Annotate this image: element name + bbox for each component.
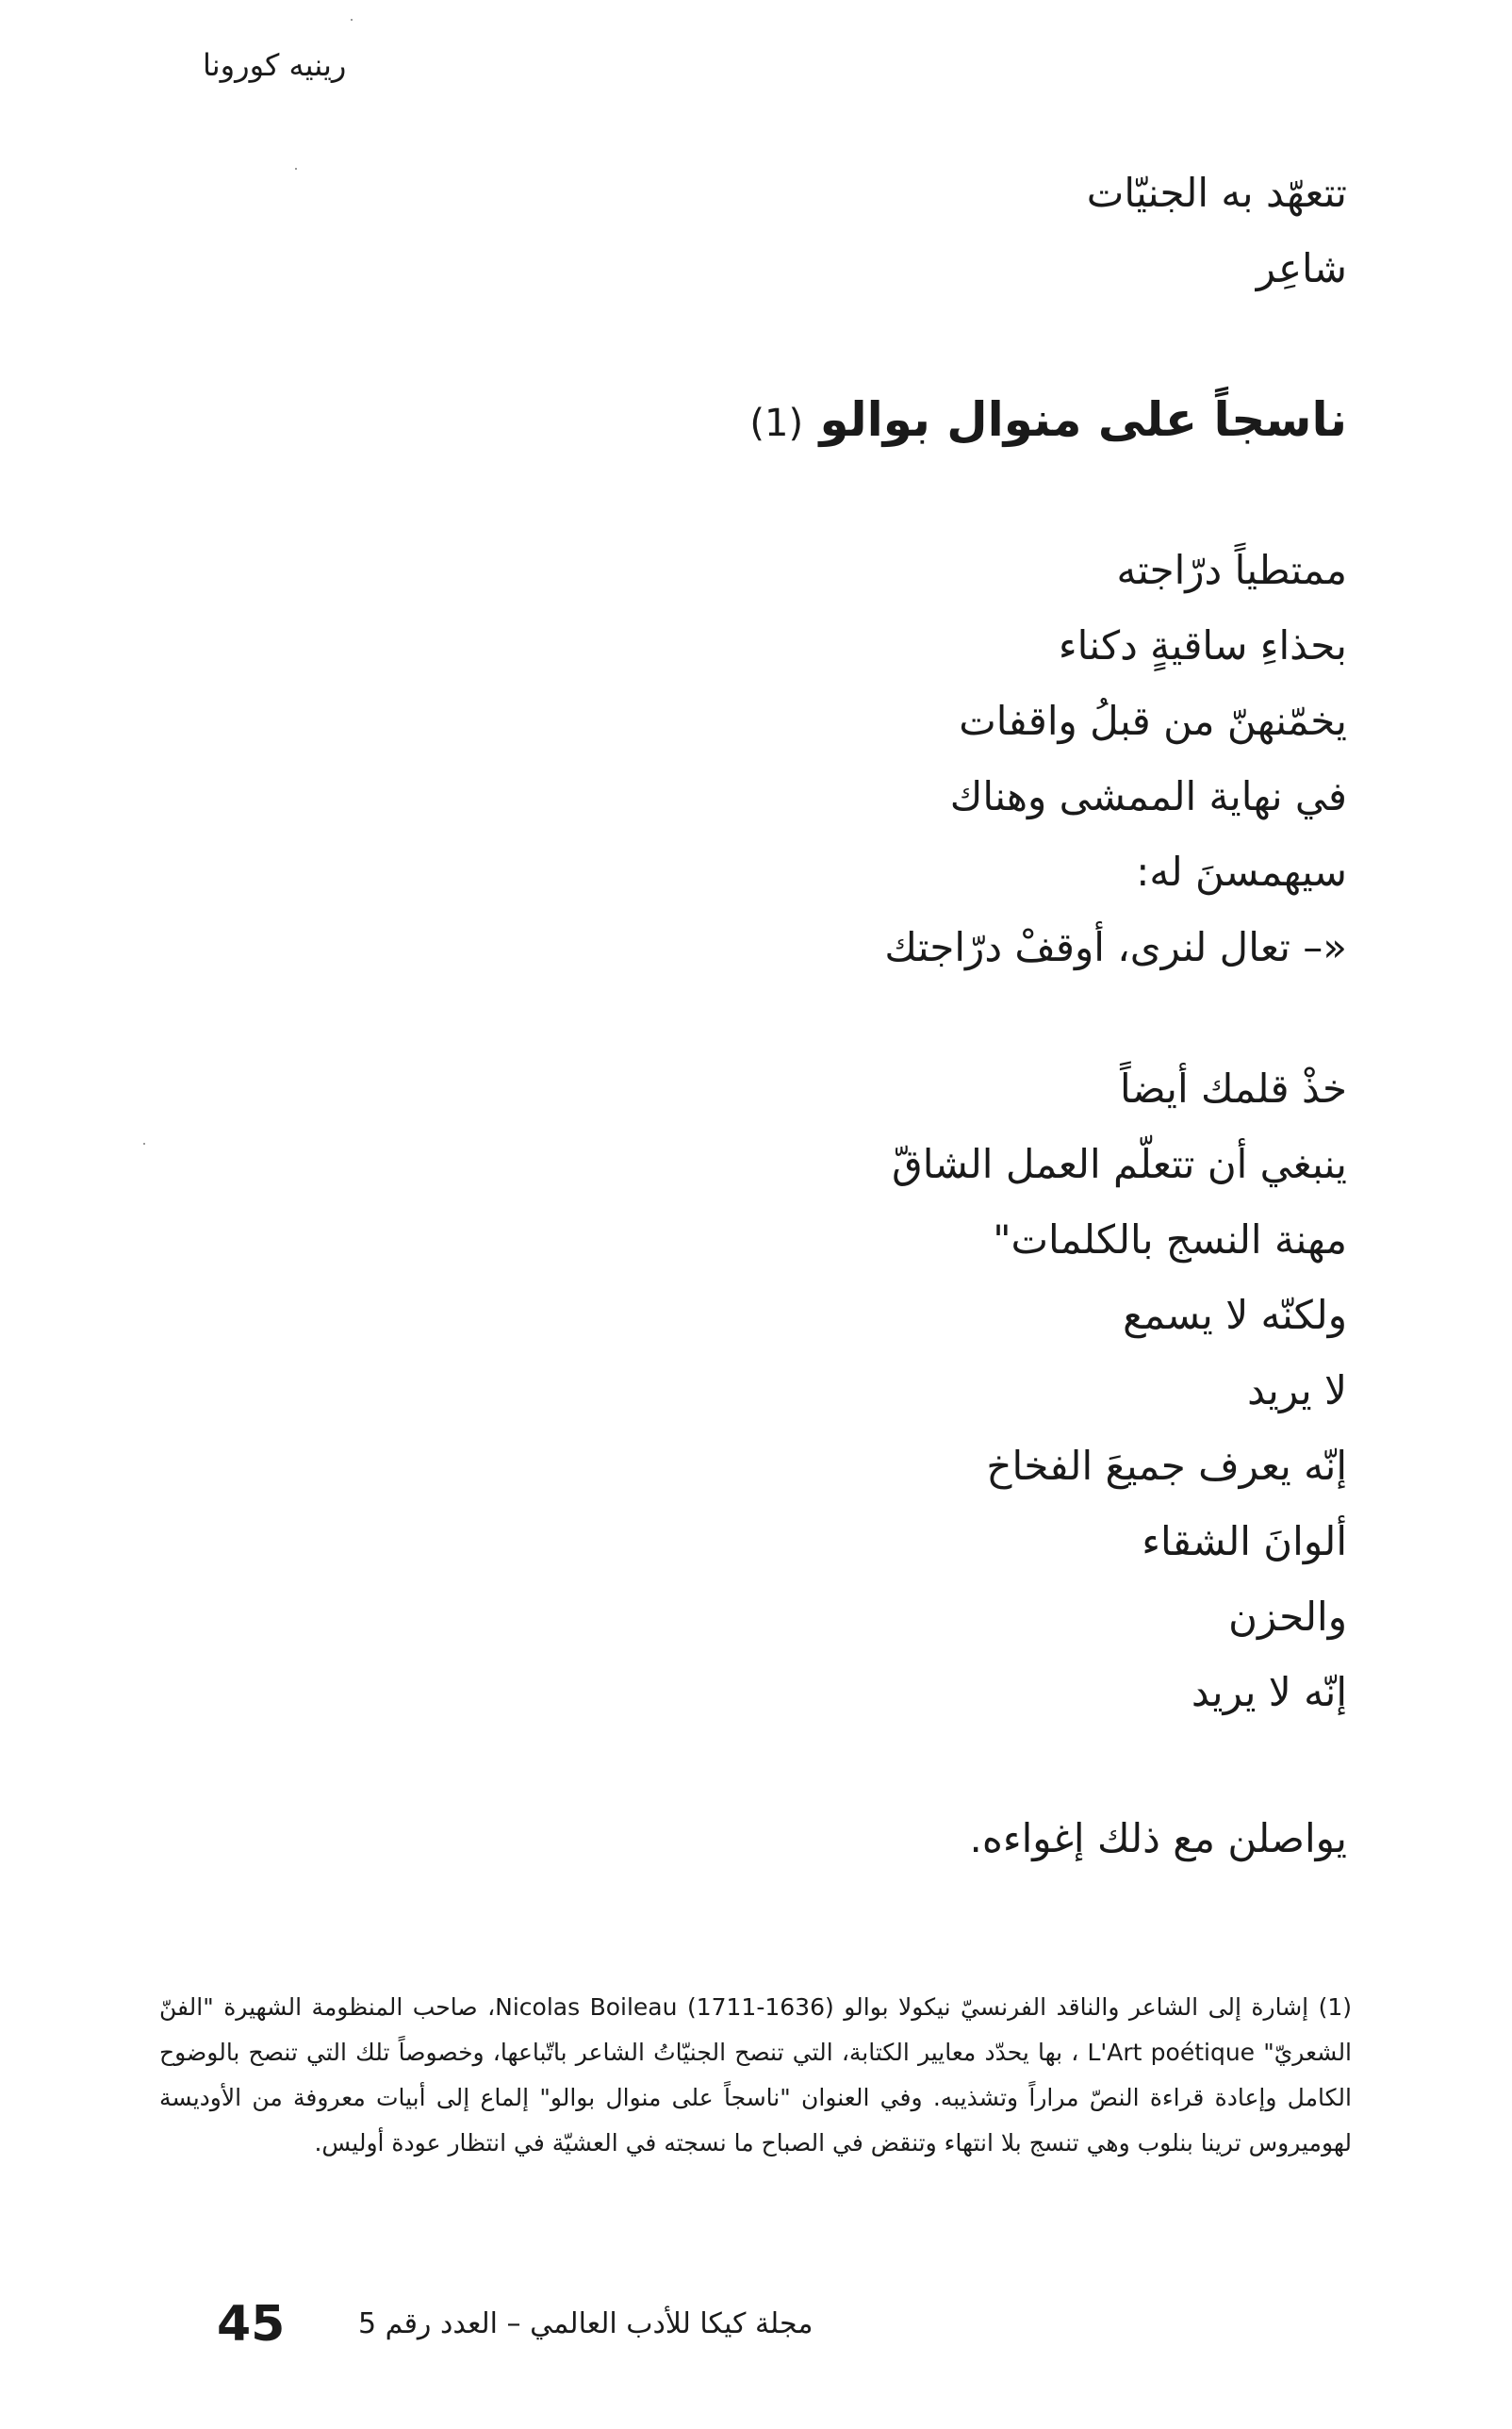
poem-line: والحزن [1228, 1594, 1347, 1640]
poem-line: ألوانَ الشقاء [1142, 1518, 1347, 1564]
poem-title-text: ناسجاً على منوال بوالو [819, 392, 1347, 447]
poem-title [310, 377, 1347, 466]
poem-line: يواصلن مع ذلك إغواءه. [969, 1815, 1347, 1861]
poem-intro [310, 156, 1347, 306]
poem-line: يخمّنهنّ من قبلُ واقفات [959, 698, 1347, 744]
footnote-reference[interactable]: (1) [749, 402, 804, 445]
poem-line: سيهمسنَ له: [1136, 849, 1347, 895]
page-number: 45 [217, 2296, 286, 2353]
poem-line: مهنة النسج بالكلمات" [993, 1216, 1347, 1263]
poem-line: ينبغي أن تتعلّم العمل الشاقّ [892, 1141, 1347, 1187]
stanza-2 [310, 1051, 1347, 1730]
poem-line: ولكنّه لا يسمع [1123, 1292, 1347, 1338]
scan-mark [143, 1143, 145, 1145]
poem-line: خذْ قلمك أيضاً [1120, 1066, 1347, 1112]
poem-line: بحذاءِ ساقيةٍ دكناء [1058, 622, 1347, 669]
poem-line: «– تعال لنرى، أوقفْ درّاجتك [884, 924, 1347, 970]
running-header-author: رينيه كورونا [203, 47, 347, 83]
poem-line: ممتطياً درّاجته [1116, 547, 1347, 593]
stanza-3 [310, 1801, 1347, 1876]
poem-line: لا يريد [1247, 1367, 1347, 1413]
scan-mark [295, 168, 297, 170]
scan-mark [351, 19, 353, 21]
poem-line: في نهاية الممشى وهناك [949, 773, 1347, 819]
journal-title: مجلة كيكا للأدب العالمي – العدد رقم 5 [358, 2307, 814, 2340]
stanza-1 [310, 533, 1347, 985]
poem-line: تتعهّد به الجنيّات [1086, 170, 1347, 216]
poem-line: إنّه يعرف جميعَ الفخاخ [986, 1443, 1347, 1489]
poem-line: إنّه لا يريد [1191, 1669, 1347, 1715]
page-footer [0, 2296, 1512, 2362]
footnote: (1) إشارة إلى الشاعر والناقد الفرنسيّ نيكولا بوالو (1636-1711) Nicolas Boileau، صاحب المنظومة الشهيرة "الفنّ الشعريّ" L'Art poétique ، بها يحدّد معايير الكتابة، التي تنصح الجنيّاتُ الشاعر باتّباعها، وخصوصاً تلك التي تنصح بالوضوح الكامل وإعادة قراءة النصّ مراراً وتشذيبه. وفي العنوان "ناسجاً على منوال بوالو" إلماع إلى أبيات معروفة من الأوديسة لهوميروس ترينا بنلوب وهي تنسج بلا انتهاء وتنقض في الصباح ما نسجته في العشيّة في انتظار عودة أوليس. [159, 1993, 1353, 2156]
poem-line: شاعِر [1256, 245, 1347, 291]
